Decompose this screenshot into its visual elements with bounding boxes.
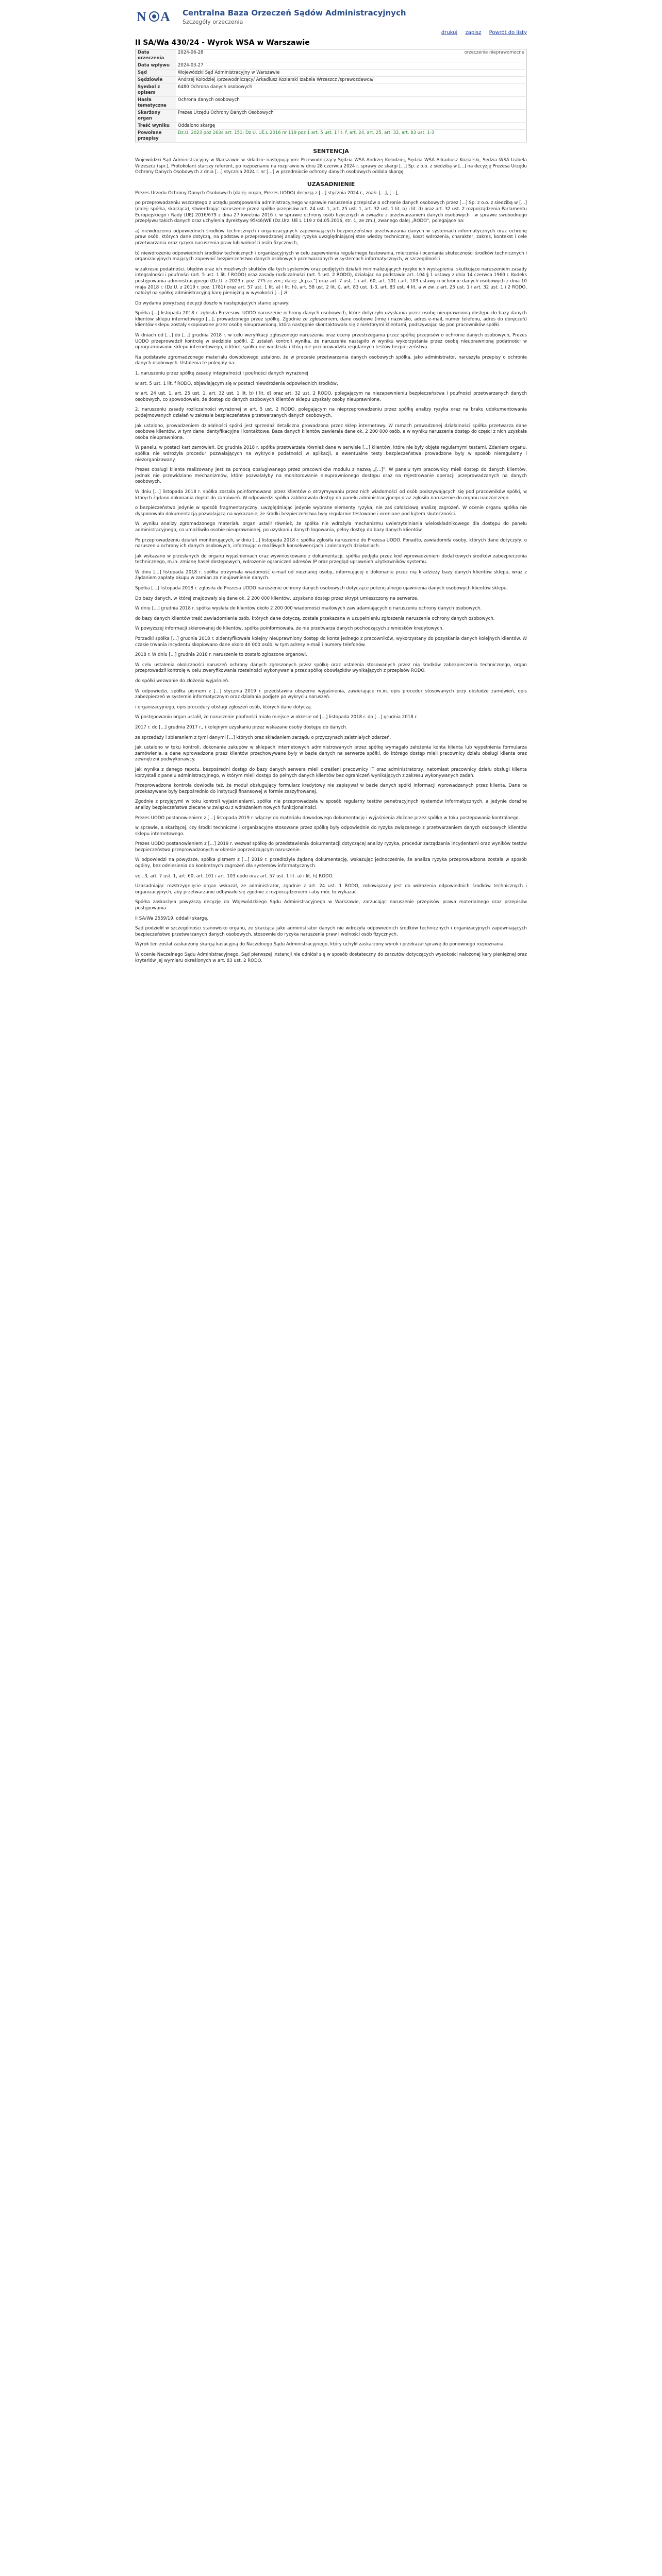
sentencja-body (135, 158, 527, 176)
metadata-row (136, 77, 527, 84)
uzasadnienie-paragraph: Prezes obsługi klienta realizowany jest za pomocą obsługiwanego przez pracowników modułu z nazwą „[...]”. W panelu tym pracownicy mieli dostęp do danych klientów, jednak nie przewidziano mechanizmów, które pozwalałyby na monitorowanie nieuprawnionego dostępu oraz na rejestrowanie operacji przeprowadzanych na danych osobowych. (135, 467, 527, 485)
metadata-value: Wojewódzki Sąd Administracyjny w Warszawie (176, 70, 440, 77)
uzasadnienie-paragraph: Porzadki spółka [...] grudnia 2018 r. zidentyfikowała kolejny nieuprawniony dostęp do konta jednego z pracowników, wykorzystany do pozyskania danych kolejnych klientów. W czasie trwania incydentu skopiowano dane około 40 000 osób, w tym adresy e-mail i numery telefonów. (135, 636, 527, 648)
metadata-row (136, 97, 527, 110)
metadata-value: Prezes Urzędu Ochrony Danych Osobowych (176, 110, 440, 123)
uzasadnienie-paragraph: i organizacyjnego, opis procedury obsługi zgłoszeń osób, których dane dotyczą. (135, 704, 312, 710)
metadata-key: Sędziowie (136, 77, 176, 84)
metadata-key: Data orzeczenia (136, 49, 176, 62)
uzasadnienie-paragraph: Po przeprowadzeniu działań monitorujących, w dniu [...] listopada 2018 r. spółka zgłosiła naruszenie do Prezesa UODO. Ponadto, zawiadomiła osoby, których dane dotyczyły, o naruszeniu ochrony ich danych osobowych, informując o możliwych konsekwencjach i zalecanych działaniach. (135, 537, 527, 549)
uzasadnienie-paragraph: Jak ustalono w toku kontroli, dokonanie zakupów w sklepach internetowych administrowanych przez spółkę wymagało założenia konta klienta lub wypełnienia formularza zamówienia, a dane wprowadzone przez klientów przechowywane były w bazie danych na serwerze spółki, do którego dostęp mieli pracownicy działu obsługi klienta oraz zewnętrzni podwykonawcy. (135, 745, 527, 762)
metadata-note (440, 97, 527, 110)
metadata-note: orzeczenie nieprawomocne (440, 49, 527, 62)
metadata-value: Ochrona danych osobowych (176, 97, 440, 110)
uzasadnienie-paragraph: Jak wskazano w przesłanych do organu wyjaśnieniach oraz wywnioskowano z dokumentacji, spółka podjęła przez kod wprowadzeniem dodatkowych środków zabezpieczenia technicznego, m.in. zmianę haseł dostępowych, wdrożenie ograniczeń adresów IP oraz przegląd uprawnień użytkowników systemu. (135, 553, 527, 565)
document-page (135, 0, 527, 964)
uzasadnienie-paragraph: Na podstawie zgromadzonego materiału dowodowego ustalono, że w procesie przetwarzania danych osobowych spółka, jako administrator, naruszyła przepisy o ochronie danych osobowych. Ustalenia te polegały na: (135, 354, 527, 366)
uzasadnienie-paragraph: W dniu [...] listopada 2018 r. spółka została poinformowana przez klientów o otrzymywaniu przez nich wiadomości od osób podszywających się pod pracowników spółki, w których żądano dokonania dopłat do zamówień. W odpowiedzi spółka zablokowała dostęp do panelu administracyjnego oraz zgłosiła naruszenie do organu nadzorczego. (135, 489, 527, 501)
nsa-logo-icon (136, 7, 177, 26)
metadata-value: 2024-03-27 (176, 62, 440, 70)
uzasadnienie-paragraph: Prezes UODO postanowieniem z [...] listopada 2019 r. włączył do materiału dowodowego dokumentację i wyjaśnienia złożone przez spółkę w toku postępowania kontrolnego. (135, 815, 520, 821)
uzasadnienie-paragraph: Spółka zaskarżyła powyższą decyzję do Wojewódzkiego Sądu Administracyjnego w Warszawie, zarzucając naruszenie przepisów prawa materialnego oraz przepisów postępowania. (135, 900, 527, 911)
uzasadnienie-paragraph: Sąd podzielił w szczególności stanowisko organu, że skarżąca jako administrator danych nie wdrożyła odpowiednich środków technicznych i organizacyjnych zapewniających bezpieczeństwo przetwarzanych danych osobowych, stosownie do ryzyka naruszenia praw i wolności osób fizycznych. (135, 926, 527, 937)
svg-text:A: A (160, 9, 170, 24)
uzasadnienie-paragraph: W dniu [...] grudnia 2018 r. spółka wysłała do klientów około 2 200 000 wiadomości mailowych zawiadamiających o naruszeniu ochrony danych osobowych. (135, 606, 482, 612)
metadata-row (136, 123, 527, 130)
metadata-note (440, 130, 527, 143)
uzasadnienie-paragraph: W dniu [...] listopada 2018 r. spółka otrzymała wiadomość e-mail od nieznanej osoby, informującej o dokonaniu przez nią kradzieży bazy danych klientów sklepu, wraz z żądaniem zapłaty okupu w zamian za nieujawnienie danych. (135, 569, 527, 581)
site-header (135, 4, 527, 29)
metadata-key: Hasła tematyczne (136, 97, 176, 110)
metadata-note (440, 84, 527, 97)
nsa-logo[interactable] (135, 6, 177, 27)
sentencja-paragraph: Wojewódzki Sąd Administracyjny w Warszawie w składzie następującym: Przewodniczący Sędzia WSA Andrzej Kołodziej, Sędzia WSA Arkadiusz Koziarski, Sędzia WSA Izabela Wrzeszcz (spr.), Protokolant starszy referent, po rozpoznaniu na rozprawie w dniu 28 czerwca 2024 r. sprawy ze skargi [...] Sp. z o.o. z siedzibą w [...] na decyzję Prezesa Urzędu Ochrony Danych Osobowych z dnia [...] stycznia 2024 r. nr [...] w przedmiocie ochrony danych osobowych oddala skargę (135, 158, 527, 175)
metadata-value: Dz.U. 2023 poz 1634 art. 151; Dz.U. UE.L 2016 nr 119 poz 1 art. 5 ust. 1 lit. f, art. 24, art. 25, art. 32, art. 83 ust. 1-3 (176, 130, 440, 143)
metadata-key: Treść wyniku (136, 123, 176, 130)
metadata-value: 2024-06-28 (176, 49, 440, 62)
uzasadnienie-paragraph: vol. 3, art. 7 ust. 1, art. 60, art. 101 i art. 103 uodo oraz art. 57 ust. 1 lit. a) i lit. h) RODO. (135, 873, 334, 879)
sentencja-heading: SENTENCJA (313, 148, 349, 155)
case-title: II SA/Wa 430/24 - Wyrok WSA w Warszawie (135, 39, 310, 47)
uzasadnienie-paragraph: W odpowiedzi na powyższe, spółka pismem z [...] 2019 r. przedłożyła żądaną dokumentację, wskazując jednocześnie, że analiza ryzyka przeprowadzona została w sposób ogólny, bez odniesienia do konkretnych zagrożeń dla systemów informatycznych. (135, 857, 527, 869)
uzasadnienie-paragraph: 1. naruszeniu przez spółkę zasady integralności i poufności danych wyrażonej (135, 371, 308, 377)
uzasadnienie-paragraph: Jak wynika z danego rapotu, bezpośredni dostęp do bazy danych serwera mieli określeni pracownicy IT oraz administratorzy, natomiast pracownicy działu obsługi klienta korzystali z panelu administracyjnego, w którym mieli dostęp do pełnych danych klientów bez ograniczeń wynikających z zakresu wykonywanych zadań. (135, 767, 527, 778)
uzasadnienie-paragraph: W panelu, w postaci kart zamówień. Do grudnia 2018 r. spółka przetwarzała również dane w serwisie [...] klientów, które nie były objęte regularnymi testami. Zdaniem organu, spółka nie wdrożyła procedur pozwalających na wykrycie podatności w aplikacji, a ewentualne testy bezpieczeństwa prowadzone były w sposób nieregularny i niezorganizowany. (135, 445, 527, 463)
uzasadnienie-paragraph: b) niewdrożeniu odpowiednich środków technicznych i organizacyjnych w celu zapewnienia regularnego testowania, mierzenia i oceniania skuteczności środków technicznych i organizacyjnych mających zapewnić bezpieczeństwo danych osobowych przetwarzanych w systemach informatycznych, w szczególności (135, 250, 527, 262)
metadata-note (440, 70, 527, 77)
case-metadata-table (135, 49, 527, 143)
metadata-key: Skarżony organ (136, 110, 176, 123)
uzasadnienie-paragraph: Jak ustalono, prowadzeniem działalności spółki jest sprzedaż detaliczna prowadzona przez sklep internetowy. W ramach prowadzonej działalności spółka przetwarza dane osobowe klientów, w tym dane identyfikacyjne i kontaktowe. Baza danych klientów zawierała dane ok. 2 200 000 osób, a w wyniku naruszenia dostęp do części z nich uzyskała osoba nieuprawniona. (135, 423, 527, 440)
uzasadnienie-paragraph: do spółki wezwanie do złożenia wyjaśnień. (135, 679, 229, 684)
uzasadnienie-paragraph: w zakresie podatności, błędów oraz ich możliwych skutków dla tych systemów oraz podjętych działań minimalizujących ryzyko ich wystąpienia, skutkujące naruszeniem zasady integralności i poufności (art. 5 ust. 1 lit. f RODO) oraz zasady rozliczalności (art. 5 ust. 2 RODO), działając na podstawie art. 104 § 1 ustawy z dnia 14 czerwca 1960 r. Kodeks postępowania administracyjnego (Dz.U. z 2023 r. poz. 775 ze zm.; dalej: „k.p.a.”) oraz art. 7 ust. 1 i art. 60, art. 101 i art. 103 ustawy o ochronie danych osobowych z dnia 10 maja 2018 r. (Dz.U. z 2019 r. poz. 1781) oraz art. 57 ust. 1 lit. a) i lit. h), art. 58 ust. 2 lit. i), art. 83 ust. 1-3, art. 83 ust. 4 lit. a w zw. z art. 25 ust. 1 i art. 32 ust. 1 i 2 RODO, nałożył na spółkę administracyjną karę pieniężną w wysokości [...] zł. (135, 266, 527, 296)
save-link[interactable]: zapisz (465, 30, 482, 36)
uzasadnienie-paragraph: Zgodnie z przyjętymi w toku kontroli wyjaśnieniami, spółka nie przeprowadzała w sposób regularny testów penetracyjnych systemów informatycznych, a jedynie doraźne analizy bezpieczeństwa zlecane w związku z wdrażaniem nowych funkcjonalności. (135, 799, 527, 810)
metadata-row (136, 110, 527, 123)
metadata-key: Powołane przepisy (136, 130, 176, 143)
uzasadnienie-body (135, 191, 527, 964)
uzasadnienie-paragraph: Przeprowadzona kontrola dowiodła też, że moduł obsługujący formularz kredytowy nie zapisywał w bazie danych spółki informacji wprowadzanych przez klienta. Dane te przekazywane były bezpośrednio do instytucji finansowej w formie zaszyfrowanej. (135, 783, 527, 794)
site-subtitle: Szczegóły orzeczenia (183, 18, 243, 25)
uzasadnienie-paragraph: 2017 r. do [...] grudnia 2017 r., i kolejnym uzyskaniu przez wskazane osoby dostępu do danych. (135, 724, 347, 730)
uzasadnienie-heading: UZASADNIENIE (307, 180, 355, 188)
uzasadnienie-paragraph: w art. 24 ust. 1, art. 25 ust. 1, art. 32 ust. 1 lit. b) i lit. d) oraz art. 32 ust. 2 RODO, polegającym na niezapewnieniu bezpieczeństwa i poufności przetwarzanych danych osobowych, co spowodowało, że dostęp do danych osobowych klientów sklepu uzyskały osoby nieuprawnione, (135, 391, 527, 402)
print-link[interactable]: drukuj (441, 30, 458, 36)
metadata-key: Data wpływu (136, 62, 176, 70)
metadata-note (440, 110, 527, 123)
uzasadnienie-paragraph: Prezes Urzędu Ochrony Danych Osobowych (dalej: organ, Prezes UODO) decyzją z [...] stycznia 2024 r., znak: [...], [...], (135, 190, 399, 196)
back-to-list-link[interactable]: Powrót do listy (489, 30, 527, 36)
uzasadnienie-paragraph: do bazy danych klientów treść zawiadomienia osób, których dane dotyczą, została przekazana w uzupełnieniu zgłoszenia naruszenia ochrony danych osobowych. (135, 616, 495, 621)
uzasadnienie-paragraph: w art. 5 ust. 1 lit. f RODO, objawiającym się w postaci niewdrożenia odpowiednich środków, (135, 381, 338, 386)
uzasadnienie-paragraph: W dniach od [...] do [...] grudnia 2018 r. w celu weryfikacji zgłoszonego naruszenia oraz oceny przestrzegania przez spółkę przepisów o ochronie danych osobowych, Prezes UODO przeprowadził kontrolę w siedzibie spółki. Z ustaleń kontroli wynika, że naruszenie nastąpiło w wyniku wykorzystania przez osobę nieuprawnioną podatności w oprogramowaniu sklepu internetowego, o której spółka nie wiedziała i którą nie przeprowadziła regularnych testów bezpieczeństwa. (135, 333, 527, 350)
metadata-row (136, 62, 527, 70)
metadata-row (136, 70, 527, 77)
uzasadnienie-paragraph: Wyrok ten został zaskarżony skargą kasacyjną do Naczelnego Sądu Administracyjnego, który uchylił zaskarżony wyrok i przekazał sprawę do ponownego rozpoznania. (135, 942, 505, 947)
uzasadnienie-paragraph: ze sprzedaży i zbieraniem z tymi danymi [...] których oraz składaniem zarządu o przyczynach zaistniałych zdarzeń. (135, 735, 391, 740)
uzasadnienie-paragraph: Spółka [...] listopada 2018 r. zgłosiła Prezesowi UODO naruszenie ochrony danych osobowych, które dotyczyło uzyskania przez osobę nieuprawnioną dostępu do bazy danych klientów sklepu internetowego [...], prowadzonego przez spółkę. Zgodnie ze zgłoszeniem, dane osobowe (imię i nazwisko, adres e-mail, numer telefonu, adres do doręczeń) klientów sklepu zostały skopiowane przez osobę nieuprawnioną, która następnie skontaktowała się z niektórymi klientami, podszywając się pod pracowników spółki. (135, 311, 527, 328)
uzasadnienie-paragraph: W powyższej informacji skierowanej do klientów, spółka poinformowała, że nie przetwarza danych pochodzących z wniosków kredytowych. (135, 626, 444, 632)
metadata-value: Oddalono skargę (176, 123, 440, 130)
metadata-note (440, 123, 527, 130)
metadata-key: Sąd (136, 70, 176, 77)
uzasadnienie-paragraph: W ocenie Naczelnego Sądu Administracyjnego, Sąd pierwszej instancji nie odniósł się w sposób dostateczny do zarzutów dotyczących wysokości nałożonej kary pieniężnej oraz kryteriów jej wymiaru określonych w art. 83 ust. 2 RODO. (135, 952, 527, 963)
uzasadnienie-paragraph: 2. naruszeniu zasady rozliczalności wyrażonej w art. 5 ust. 2 RODO, polegającym na nieprzeprowadzeniu przez spółkę analizy ryzyka oraz na braku udokumentowania podejmowanych działań w zakresie bezpieczeństwa przetwarzanych danych osobowych. (135, 407, 527, 418)
metadata-note (440, 62, 527, 70)
metadata-row (136, 49, 527, 62)
metadata-note (440, 77, 527, 84)
metadata-key: Symbol z opisem (136, 84, 176, 97)
uzasadnienie-paragraph: W celu ustalenia okoliczności naruszeń ochrony danych zgłoszonych przez spółkę oraz ustalenia stosowanych przez nią środków zabezpieczenia technicznego, organ przeprowadził kontrolę w celu zweryfikowania rzetelności wykonywania przez spółkę obowiązków wynikających z przepisów RODO. (135, 662, 527, 674)
uzasadnienie-paragraph: a) niewdrożeniu odpowiednich środków technicznych i organizacyjnych zapewniających bezpieczeństwo przetwarzania danych w systemach informatycznych oraz ochronę praw osób, których dane dotyczą, na podstawie przeprowadzonej analizy ryzyka uwzględniającej stan wiedzy technicznej, koszt wdrożenia, charakter, zakres, kontekst i cele przetwarzania oraz ryzyko naruszenia praw lub wolności osób fizycznych, (135, 228, 527, 246)
uzasadnienie-paragraph: Do wydania powyższej decyzji doszło w następujących stanie sprawy: (135, 300, 290, 306)
metadata-row (136, 130, 527, 143)
uzasadnienie-paragraph: w sprawie, a skarżącej, czy środki techniczne i organizacyjne stosowane przez spółkę były odpowiednie do ryzyka związanego z przetwarzaniem danych osobowych klientów sklepu internetowego. (135, 825, 527, 837)
uzasadnienie-paragraph: 2018 r. W dniu [...] grudnia 2018 r. naruszenie to zostało zgłoszone organowi. (135, 652, 307, 658)
uzasadnienie-paragraph: po przeprowadzeniu wszczętego z urzędu postępowania administracyjnego w sprawie naruszenia przepisów o ochronie danych osobowych przez [...] Sp. z o.o. z siedzibą w [...] (dalej: spółka, skarżąca), stwierdzając naruszenie przez spółkę przepisów art. 24 ust. 1, art. 25 ust. 1, art. 32 ust. 1 lit. b) i lit. d) oraz art. 32 ust. 2 rozporządzenia Parlamentu Europejskiego i Rady (UE) 2016/679 z dnia 27 kwietnia 2016 r. w sprawie ochrony osób fizycznych w związku z przetwarzaniem danych osobowych i w sprawie swobodnego przepływu takich danych oraz uchylenia dyrektywy 95/46/WE (Dz.Urz. UE L 119 z 04.05.2016, str. 1, ze zm.), zwanego dalej „RODO”, polegające na: (135, 200, 527, 224)
uzasadnienie-paragraph: Uzasadniając rozstrzygnięcie organ wskazał, że administrator, zgodnie z art. 24 ust. 1 RODO, zobowiązany jest do wdrożenia odpowiednich środków technicznych i organizacyjnych, aby przetwarzanie odbywało się zgodnie z rozporządzeniem i aby móc to wykazać. (135, 884, 527, 895)
metadata-value: Andrzej Kołodziej /przewodniczący/ Arkadiusz Koziarski Izabela Wrzeszcz /sprawozdawca/ (176, 77, 440, 84)
uzasadnienie-paragraph: Do bazy danych, w której znajdowały się dane ok. 2 200 000 klientów, uzyskano dostęp przez skrypt umieszczony na serwerze. (135, 596, 419, 601)
uzasadnienie-paragraph: II SA/Wa 2559/19, oddalił skargę. (135, 916, 209, 921)
top-nav (135, 30, 527, 36)
uzasadnienie-paragraph: Spółka [...] listopada 2018 r. zgłosiła do Prezesa UODO naruszenie ochrony danych osobowych dotyczące potencjalnego ujawnienia danych osobowych klientów sklepu. (135, 586, 508, 591)
uzasadnienie-paragraph: o bezpieczeństwo jedynie w sposób fragmentaryczny, uwzględniając jedynie wybrane elementy ryzyka, nie zaś całościową analizę zagrożeń. W ocenie organu spółka nie dysponowała dokumentacją pozwalającą na wykazanie, że środki bezpieczeństwa były regularnie testowane i oceniane pod kątem skuteczności. (135, 505, 527, 517)
uzasadnienie-paragraph: W wyniku analizy zgromadzonego materiału organ ustalił również, że spółka nie wdrożyła mechanizmu uwierzytelniania wieloskładnikowego dla dostępu do panelu administracyjnego, co umożliwiło osobie nieuprawnionej, po uzyskaniu danych logowania, pełny dostęp do bazy danych klientów. (135, 521, 527, 533)
uzasadnienie-paragraph: Prezes UODO postanowieniem z [...] 2019 r. wezwał spółkę do przedstawienia dokumentacji dotyczącej analizy ryzyka, procedur zarządzania incydentami oraz wyników testów bezpieczeństwa przeprowadzonych w okresie poprzedzającym naruszenie. (135, 841, 527, 853)
uzasadnienie-paragraph: W odpowiedzi, spółka pismem z [...] stycznia 2019 r. przedstawiła obszerne wyjaśnienia, zawierające m.in. opis procedur stosowanych przy obsłudze zamówień, opis zabezpieczeń w systemie informatycznym oraz działania podjęte po wykryciu naruszeń. (135, 688, 527, 700)
metadata-row (136, 84, 527, 97)
svg-text:N: N (137, 9, 146, 24)
metadata-value: 6480 Ochrona danych osobowych (176, 84, 440, 97)
site-title: Centralna Baza Orzeczeń Sądów Administracyjnych (183, 8, 406, 18)
uzasadnienie-paragraph: W postępowaniu organ ustalił, że naruszenie poufności miało miejsce w okresie od [...] listopada 2018 r. do [...] grudnia 2018 r. (135, 715, 418, 720)
